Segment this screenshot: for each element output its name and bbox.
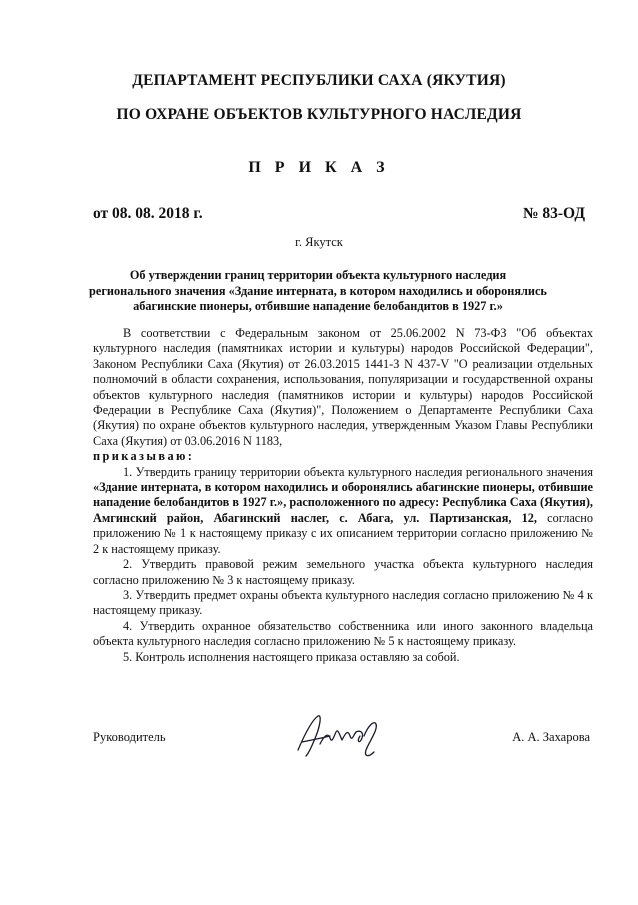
order-item-1 [93, 465, 593, 557]
order-item-4: 4. Утвердить охранное обязательство собственника или иного законного владельца объекта культурного наследия согласно приложению № 5 к настоящему приказу. [93, 618, 593, 649]
order-title: Об утверждении границ территории объекта культурного наследия регионального значения «Здание интерната, в котором находились и оборонялись абагинские пионеры, отбившие нападение белобандитов в 1927 г.» [89, 268, 547, 313]
order-number: № 83-ОД [522, 205, 585, 222]
order-body [93, 326, 593, 665]
handwritten-signature [290, 706, 390, 766]
signature-role: Руководитель [93, 730, 166, 744]
item1-text-a: 1. Утвердить границу территории объекта культурного наследия регионального значения [123, 464, 593, 479]
department-subtitle: ПО ОХРАНЕ ОБЪЕКТОВ КУЛЬТУРНОГО НАСЛЕДИЯ [116, 106, 522, 123]
order-word: приказываю: [93, 449, 195, 464]
order-date: от 08. 08. 2018 г. [93, 205, 203, 222]
order-item-5: 5. Контроль исполнения настоящего приказа оставляю за собой. [123, 649, 460, 664]
item1-text-c: согласно приложению № 1 к настоящему приказу с их описанием территории согласно приложению № 2 к настоящему приказу. [93, 510, 593, 556]
signatory-name: А. А. Захарова [512, 730, 590, 744]
order-item-3: 3. Утвердить предмет охраны объекта культурного наследия согласно приложению № 4 к настоящему приказу. [93, 587, 593, 618]
order-item-2: 2. Утвердить правовой режим земельного участка объекта культурного наследия согласно приложению № 3 к настоящему приказу. [93, 557, 593, 587]
document-type: П Р И К А З [248, 159, 390, 176]
department-name: ДЕПАРТАМЕНТ РЕСПУБЛИКИ САХА (ЯКУТИЯ) [132, 72, 506, 89]
order-city: г. Якутск [295, 235, 343, 249]
item1-text-b: «Здание интерната, в котором находились и оборонялись абагинские пионеры, отбившие нападение белобандитов в 1927 г.», расположенного по адресу: Республика Саха (Якутия), Амгинский район, Абагинский наслег, с. Абага, ул. Партизанская, 12, [93, 480, 593, 525]
preamble: В соответствии с Федеральным законом от 25.06.2002 N 73-ФЗ "Об объектах культурного наследия (памятниках истории и культуры) народов Российской Федерации", Законом Республики Саха (Якутия) от 26.03.2015 1441-З N 437-V "О реализации отдельных полномочий в области сохранения, использования, популяризации и государственной охраны объектов культурного наследия (памятников истории и культуры) народов Российской Федерации в Республике Саха (Якутия)", Положением о Департаменте Республики Саха (Якутия) по охране объектов культурного наследия, утвержденным Указом Главы Республики Саха (Якутия) от 03.06.2016 N 1183, [93, 326, 593, 448]
